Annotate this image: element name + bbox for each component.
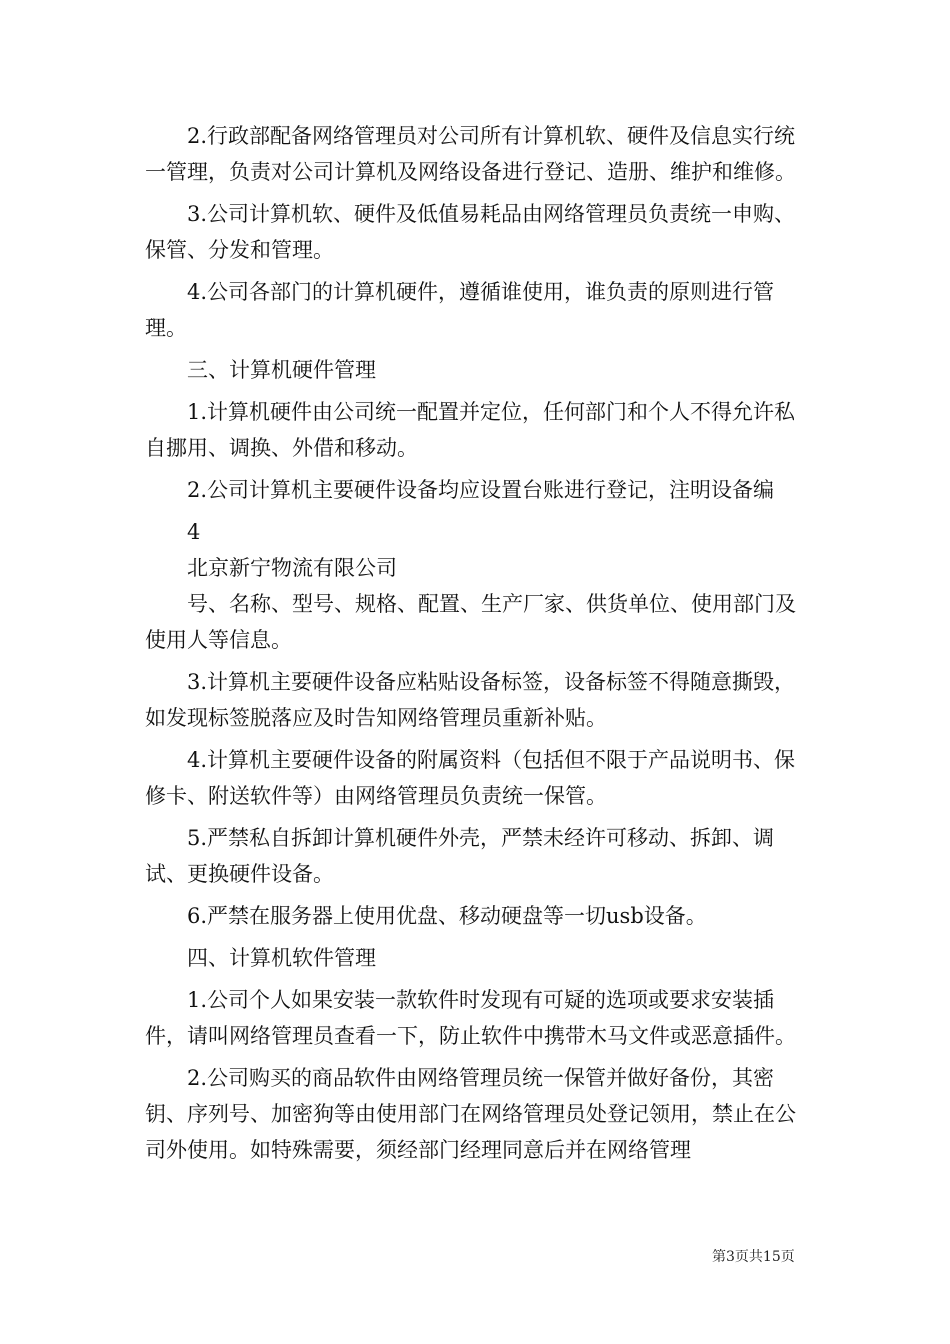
paragraph: 3.计算机主要硬件设备应粘贴设备标签，设备标签不得随意撕毁，如发现标签脱落应及时告知网络管理员重新补贴。 [145,670,796,730]
paragraph: 2.公司购买的商品软件由网络管理员统一保管并做好备份，其密钥、序列号、加密狗等由使用部门在网络管理员处登记领用，禁止在公司外使用。如特殊需要，须经部门经理同意后并在网络管理 [145,1066,796,1162]
paragraph: 3.公司计算机软、硬件及低值易耗品由网络管理员负责统一申购、保管、分发和管理。 [145,202,796,262]
paragraph: 1.计算机硬件由公司统一配置并定位，任何部门和个人不得允许私自挪用、调换、外借和移动。 [145,400,796,460]
paragraph: 5.严禁私自拆卸计算机硬件外壳，严禁未经许可移动、拆卸、调试、更换硬件设备。 [145,826,775,886]
company-name: 北京新宁物流有限公司 [187,556,397,580]
paragraph: 6.严禁在服务器上使用优盘、移动硬盘等一切usb设备。 [187,904,707,928]
document-body [145,118,810,1168]
paragraph: 1.公司个人如果安装一款软件时发现有可疑的选项或要求安装插件，请叫网络管理员查看一下，防止软件中携带木马文件或恶意插件。 [145,988,796,1048]
paragraph: 号、名称、型号、规格、配置、生产厂家、供货单位、使用部门及使用人等信息。 [145,592,796,652]
paragraph: 4.公司各部门的计算机硬件，遵循谁使用，谁负责的原则进行管理。 [145,280,775,340]
paragraph: 2.行政部配备网络管理员对公司所有计算机软、硬件及信息实行统一管理，负责对公司计算机及网络设备进行登记、造册、维护和维修。 [145,124,796,184]
section-heading: 三、计算机硬件管理 [187,358,376,382]
section-heading: 四、计算机软件管理 [187,946,376,970]
page-number-text: 4 [187,520,201,544]
page-footer: 第3页共15页 [712,1249,795,1265]
paragraph: 4.计算机主要硬件设备的附属资料（包括但不限于产品说明书、保修卡、附送软件等）由网络管理员负责统一保管。 [145,748,796,808]
paragraph: 2.公司计算机主要硬件设备均应设置台账进行登记，注明设备编 [187,478,775,502]
